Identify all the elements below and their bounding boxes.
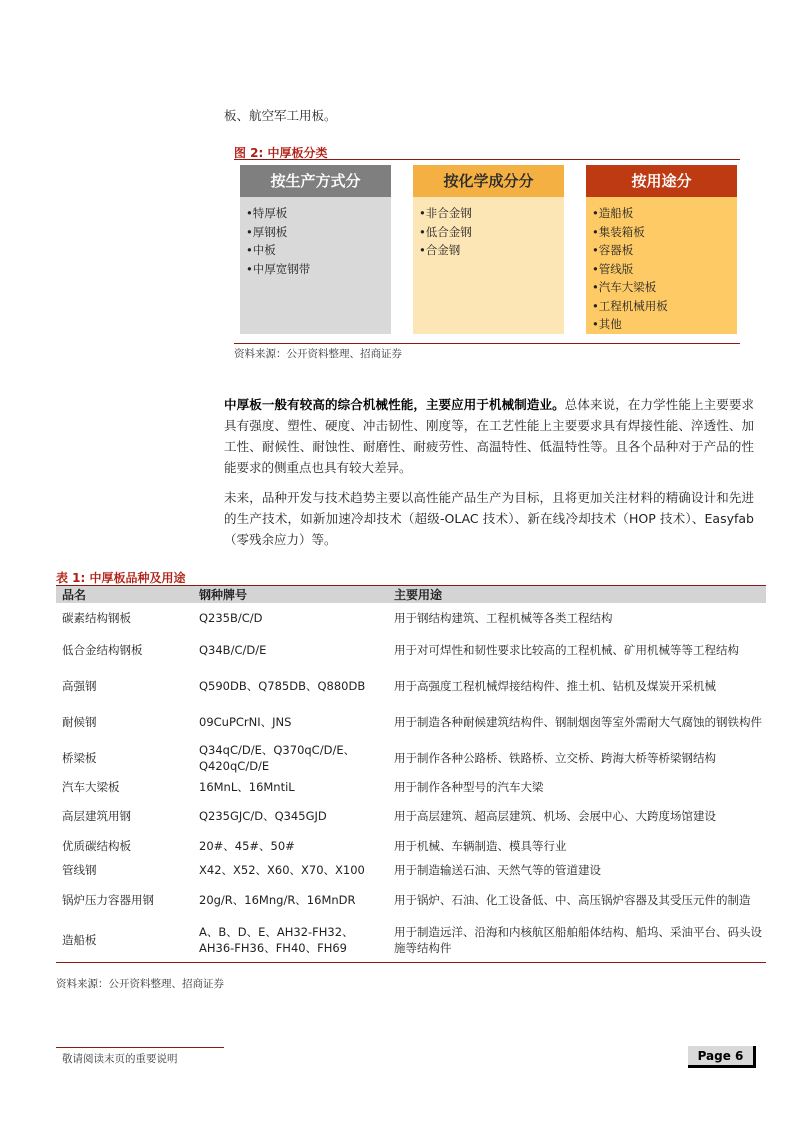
plate-variety-table [56,585,766,963]
table-row [56,834,766,858]
list-item: • 低合金钢 [419,223,564,242]
table-row [56,740,766,776]
cell-name: 桥梁板 [62,751,97,765]
cell-name: 优质碳结构板 [62,839,131,853]
table-header-row [56,586,766,604]
cell-grade: 09CuPCrNI、JNS [199,715,292,729]
list-item: • 中板 [246,241,391,260]
intro-text-tail: 板、航空军工用板。 [224,108,337,123]
list-item: • 其他 [592,315,737,334]
cell-use: 用于制造远洋、沿海和内核航区船舶船体结构、船坞、采油平台、码头设施等结构件 [388,918,766,962]
cell-grade: Q590DB、Q785DB、Q880DB [199,678,366,693]
cell-use: 用于钢结构建筑、工程机械等各类工程结构 [394,610,613,625]
column-list [240,197,391,278]
figure-top-rule [234,159,740,160]
classification-column-chemistry [413,165,564,334]
paragraph-future: 未来，品种开发与技术趋势主要以高性能产品生产为目标，且将更加关注材料的精确设计和先进的生产技术，如新加速冷却技术（超级-OLAC 技术）、新在线冷却技术（HOP 技术）、Easyfab（零残余应力）等。 [224,490,754,547]
cell-name: 耐候钢 [62,715,97,729]
table-row [56,881,766,918]
cell-grade: 20#、45#、50# [199,839,295,853]
cell-grade: Q235GJC/D、Q345GJD [199,808,327,823]
table-row [56,918,766,962]
cell-grade: A、B、D、E、AH32-FH32、AH36-FH36、FH40、FH69 [193,918,388,962]
list-item: • 特厚板 [246,204,391,223]
list-item: • 管线版 [592,260,737,279]
cell-use: 用于制造各种耐候建筑结构件、钢制烟囱等室外需耐大气腐蚀的钢铁构件 [394,715,762,729]
cell-name: 高层建筑用钢 [62,808,131,823]
classification-column-usage [586,165,737,334]
classification-column-production [240,165,391,334]
list-item: • 非合金钢 [419,204,564,223]
cell-name: 管线钢 [62,862,97,877]
cell-use: 用于对可焊性和韧性要求比较高的工程机械、矿用机械等等工程结构 [394,642,739,657]
cell-use: 用于机械、车辆制造、模具等行业 [394,839,567,853]
table-title: 表 1: 中厚板品种及用途 [56,571,186,585]
table-row [56,858,766,881]
list-item: • 厚钢板 [246,223,391,242]
paragraph-lead: 中厚板一般有较高的综合机械性能，主要应用于机械制造业。 [224,397,565,412]
table-row [56,603,766,632]
table-row [56,667,766,704]
footer-rule [56,1047,224,1048]
cell-use: 用于制造输送石油、天然气等的管道建设 [394,862,601,877]
cell-use: 用于锅炉、石油、化工设备低、中、高压锅炉容器及其受压元件的制造 [394,892,751,907]
cell-name: 低合金结构钢板 [62,642,143,657]
list-item: • 合金钢 [419,241,564,260]
column-header: 按用途分 [586,165,737,197]
figure-bottom-rule [234,343,740,344]
column-list [413,197,564,260]
figure-source: 资料来源：公开资料整理、招商证券 [234,348,402,360]
table-source: 资料来源：公开资料整理、招商证券 [56,978,224,990]
cell-name: 高强钢 [62,678,97,693]
column-header: 按生产方式分 [240,165,391,197]
list-item: • 工程机械用板 [592,297,737,316]
cell-name: 汽车大梁板 [62,779,120,794]
cell-use: 用于高层建筑、超高层建筑、机场、会展中心、大跨度场馆建设 [394,808,716,823]
column-header-name: 品名 [56,586,193,604]
paragraph-body: 总体来说，在力学性能上主要要求具有强度、塑性、硬度、冲击韧性、刚度等，在工艺性能上主要要求具有焊接性能、淬透性、加工性、耐候性、耐蚀性、耐磨性、耐疲劳性、高温特性、低温特性等。且各个品种对于产品的性能要求的侧重点也具有较大差异。 [224,397,754,475]
column-list [586,197,737,334]
list-item: • 中厚宽钢带 [246,260,391,279]
column-header-grade: 钢种牌号 [193,586,388,604]
table-row [56,704,766,740]
cell-name: 碳素结构钢板 [62,610,131,625]
cell-grade: Q235B/C/D [199,610,263,625]
cell-name: 造船板 [56,918,193,962]
cell-grade: 20g/R、16Mng/R、16MnDR [199,892,356,907]
cell-use: 用于制作各种公路桥、铁路桥、立交桥、跨海大桥等桥梁钢结构 [394,751,716,765]
list-item: • 汽车大梁板 [592,278,737,297]
cell-grade: X42、X52、X60、X70、X100 [199,862,365,877]
table-row [56,632,766,667]
list-item: • 集装箱板 [592,223,737,242]
cell-grade: 16MnL、16MntiL [199,779,295,794]
page-number: Page 6 [688,1046,756,1068]
column-header: 按化学成分分 [413,165,564,197]
table-row [56,776,766,797]
figure-title: 图 2: 中厚板分类 [234,146,328,160]
list-item: • 造船板 [592,204,737,223]
table-row [56,797,766,834]
column-header-use: 主要用途 [388,586,766,604]
footer-disclaimer: 敬请阅读末页的重要说明 [62,1053,178,1065]
paragraph-performance [224,394,754,478]
cell-grade: Q34qC/D/E、Q370qC/D/E、Q420qC/D/E [199,743,356,773]
list-item: • 容器板 [592,241,737,260]
cell-use: 用于制作各种型号的汽车大梁 [394,779,544,794]
cell-use: 用于高强度工程机械焊接结构件、推土机、钻机及煤炭开采机械 [394,678,716,693]
cell-grade: Q34B/C/D/E [199,642,267,657]
cell-name: 锅炉压力容器用钢 [62,892,154,907]
